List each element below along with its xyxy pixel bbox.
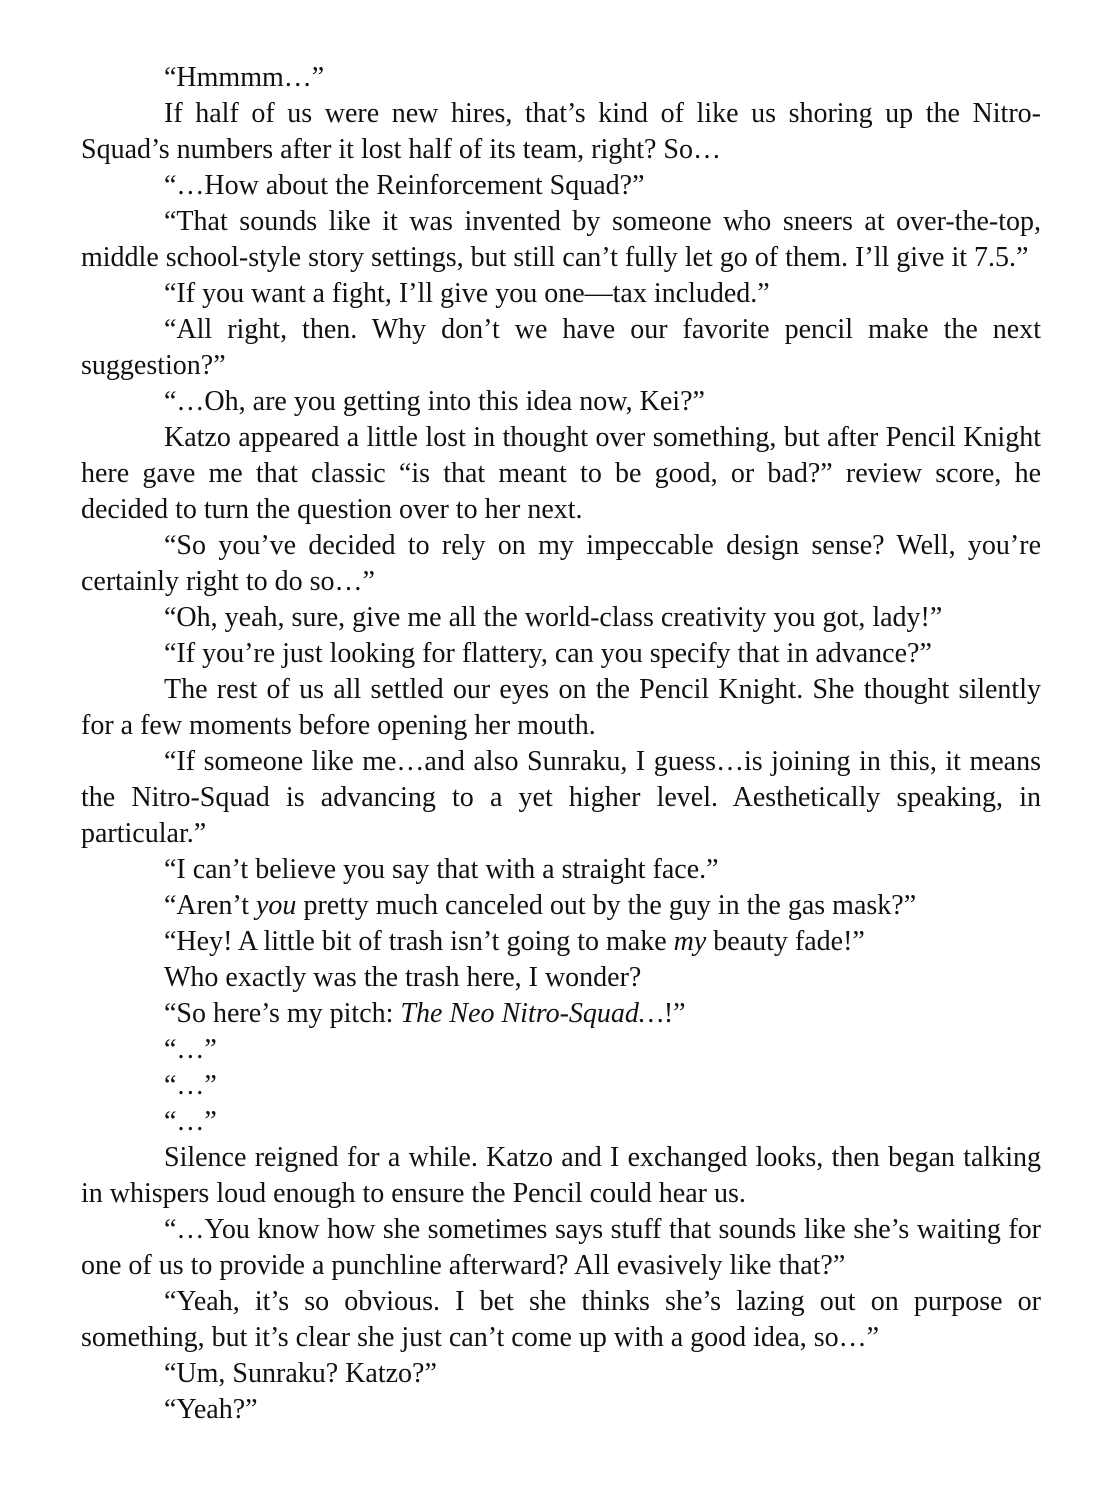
paragraph: “…”	[164, 1070, 217, 1101]
paragraph: Silence reigned for a while. Katzo and I exchanged looks, then began talking in whispers loud enough to ensure the Pencil could hear us.	[81, 1142, 1041, 1209]
paragraph: “Yeah, it’s so obvious. I bet she thinks she’s lazing out on purpose or something, but it’s clear she just can’t come up with a good idea, so…”	[81, 1286, 1041, 1353]
paragraph: “Hmmmm…”	[164, 62, 325, 93]
emphasis: my	[673, 926, 707, 957]
paragraph	[81, 924, 1041, 960]
paragraph	[81, 888, 1041, 924]
paragraph: “If you’re just looking for flattery, can you specify that in advance?”	[164, 638, 932, 669]
paragraph: “…How about the Reinforcement Squad?”	[164, 170, 645, 201]
paragraph: “Oh, yeah, sure, give me all the world-class creativity you got, lady!”	[164, 602, 943, 633]
paragraph: “So you’ve decided to rely on my impeccable design sense? Well, you’re certainly right to do so…”	[81, 530, 1041, 597]
paragraph: “If someone like me…and also Sunraku, I guess…is joining in this, it means the Nitro-Squad is advancing to a yet higher level. Aesthetically speaking, in particular.”	[81, 746, 1041, 849]
paragraph: Katzo appeared a little lost in thought over something, but after Pencil Knight here gave me that classic “is that meant to be good, or bad?” review score, he decided to turn the question over to her next.	[81, 422, 1041, 525]
paragraph: “…Oh, are you getting into this idea now, Kei?”	[164, 386, 705, 417]
paragraph: “…You know how she sometimes says stuff that sounds like she’s waiting for one of us to provide a punchline afterward? All evasively like that?”	[81, 1214, 1041, 1281]
text-run: “So here’s my pitch:	[164, 998, 401, 1029]
text-run: “Aren’t	[164, 890, 256, 921]
paragraph: “If you want a fight, I’ll give you one—tax included.”	[164, 278, 770, 309]
book-page	[81, 60, 1041, 1428]
paragraph: “Yeah?”	[164, 1394, 258, 1425]
text-run: beauty fade!”	[706, 926, 865, 957]
text-run: “Hey! A little bit of trash isn’t going to make	[164, 926, 674, 957]
emphasis: you	[256, 890, 297, 921]
text-run: !”	[663, 998, 686, 1029]
paragraph: “Um, Sunraku? Katzo?”	[164, 1358, 437, 1389]
paragraph: If half of us were new hires, that’s kind of like us shoring up the Nitro-Squad’s numbers after it lost half of its team, right? So…	[81, 98, 1041, 165]
paragraph: “…”	[164, 1106, 217, 1137]
paragraph: “All right, then. Why don’t we have our favorite pencil make the next suggestion?”	[81, 314, 1041, 381]
paragraph: “That sounds like it was invented by someone who sneers at over-the-top, middle school-style story settings, but still can’t fully let go of them. I’ll give it 7.5.”	[81, 206, 1041, 273]
paragraph: Who exactly was the trash here, I wonder?	[164, 962, 642, 993]
paragraph: “…”	[164, 1034, 217, 1065]
emphasis: The Neo Nitro-Squad…	[400, 998, 664, 1029]
paragraph: “I can’t believe you say that with a straight face.”	[164, 854, 719, 885]
paragraph: The rest of us all settled our eyes on the Pencil Knight. She thought silently for a few moments before opening her mouth.	[81, 674, 1041, 741]
paragraph	[81, 996, 1041, 1032]
text-run: pretty much canceled out by the guy in the gas mask?”	[296, 890, 917, 921]
